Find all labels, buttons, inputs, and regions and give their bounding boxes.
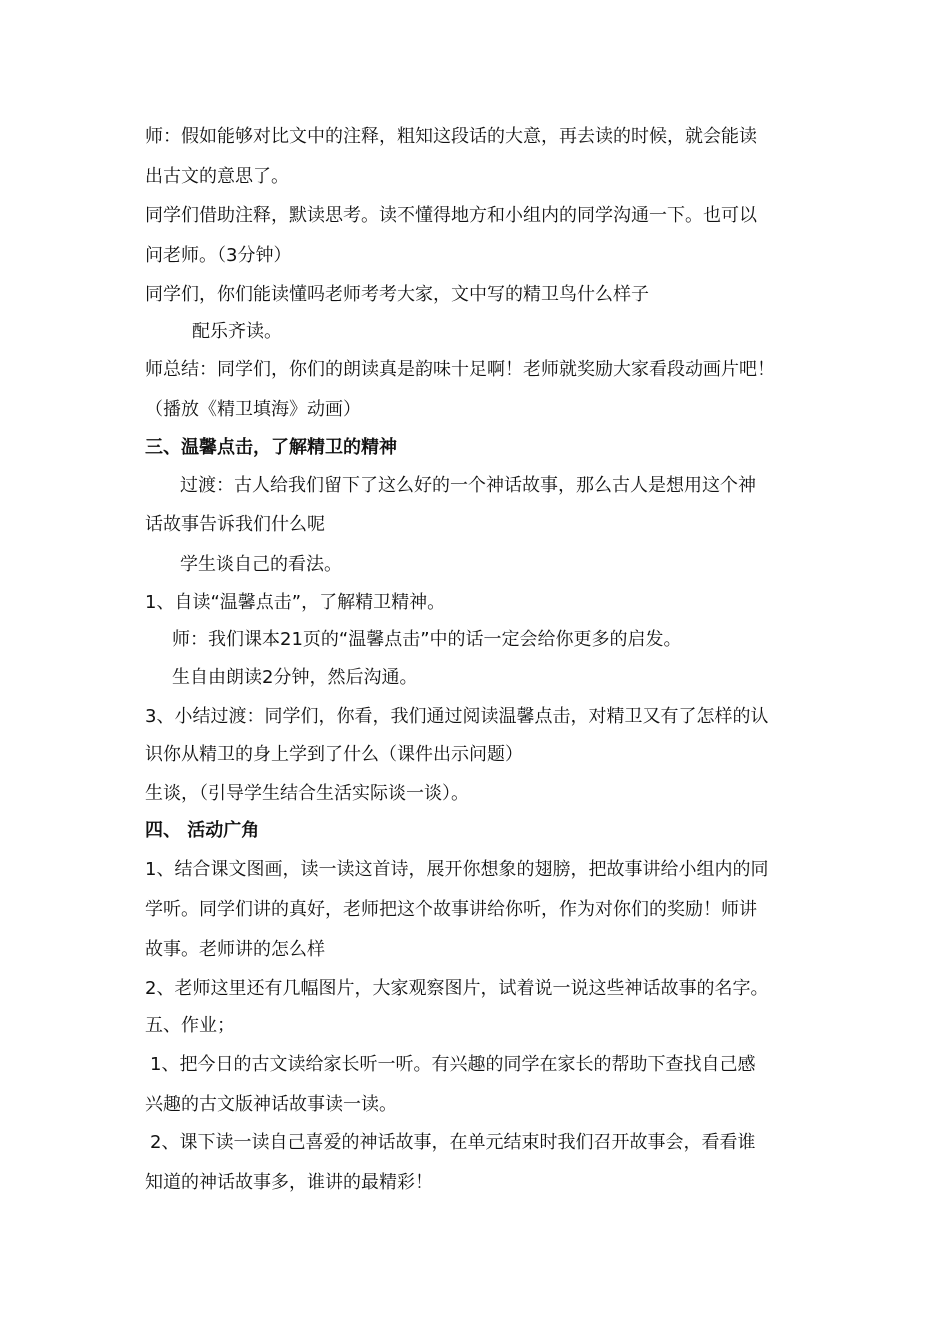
text-line: 知道的神话故事多，谁讲的最精彩！ — [145, 1172, 433, 1193]
text-line: 故事。老师讲的怎么样 — [145, 939, 325, 960]
text-line: 学生谈自己的看法。 — [180, 554, 342, 575]
text-line: 识你从精卫的身上学到了什么（课件出示问题） — [145, 744, 523, 765]
text-line: 师：我们课本21页的“温馨点击”中的话一定会给你更多的启发。 — [172, 629, 682, 650]
text-line: （播放《精卫填海》动画） — [145, 399, 361, 420]
text-line: 出古文的意思了。 — [145, 166, 289, 187]
text-line: 2、课下读一读自己喜爱的神话故事，在单元结束时我们召开故事会，看看谁 — [150, 1132, 756, 1153]
text-line: 3、小结过渡：同学们，你看，我们通过阅读温馨点击，对精卫又有了怎样的认 — [145, 706, 769, 727]
text-line: 师总结：同学们，你们的朗读真是韵味十足啊！老师就奖励大家看段动画片吧！ — [145, 359, 775, 380]
text-line: 生自由朗读2分钟，然后沟通。 — [172, 667, 418, 688]
text-line: 1、结合课文图画，读一读这首诗，展开你想象的翅膀，把故事讲给小组内的同 — [145, 859, 769, 880]
text-line: 同学们借助注释，默读思考。读不懂得地方和小组内的同学沟通一下。也可以 — [145, 205, 757, 226]
text-line: 2、老师这里还有几幅图片，大家观察图片，试着说一说这些神话故事的名字。 — [145, 978, 769, 999]
text-line: 话故事告诉我们什么呢 — [145, 514, 325, 535]
text-line: 学听。同学们讲的真好，老师把这个故事讲给你听，作为对你们的奖励！师讲 — [145, 899, 757, 920]
text-line: 1、自读“温馨点击”，了解精卫精神。 — [145, 592, 446, 613]
section-heading: 五、作业； — [145, 1015, 235, 1036]
text-line: 1、把今日的古文读给家长听一听。有兴趣的同学在家长的帮助下查找自己感 — [150, 1054, 756, 1075]
text-line: 过渡：古人给我们留下了这么好的一个神话故事，那么古人是想用这个神 — [180, 475, 756, 496]
text-line: 同学们，你们能读懂吗老师考考大家，文中写的精卫鸟什么样子 — [145, 284, 649, 305]
text-line: 配乐齐读。 — [192, 321, 282, 342]
section-heading: 四、 活动广角 — [145, 820, 260, 841]
text-line: 问老师。（3分钟） — [145, 245, 292, 266]
text-line: 兴趣的古文版神话故事读一读。 — [145, 1094, 397, 1115]
text-line: 师：假如能够对比文中的注释，粗知这段话的大意，再去读的时候，就会能读 — [145, 126, 757, 147]
text-line: 生谈，（引导学生结合生活实际谈一谈）。 — [145, 783, 469, 804]
section-heading: 三、温馨点击，了解精卫的精神 — [145, 437, 397, 458]
